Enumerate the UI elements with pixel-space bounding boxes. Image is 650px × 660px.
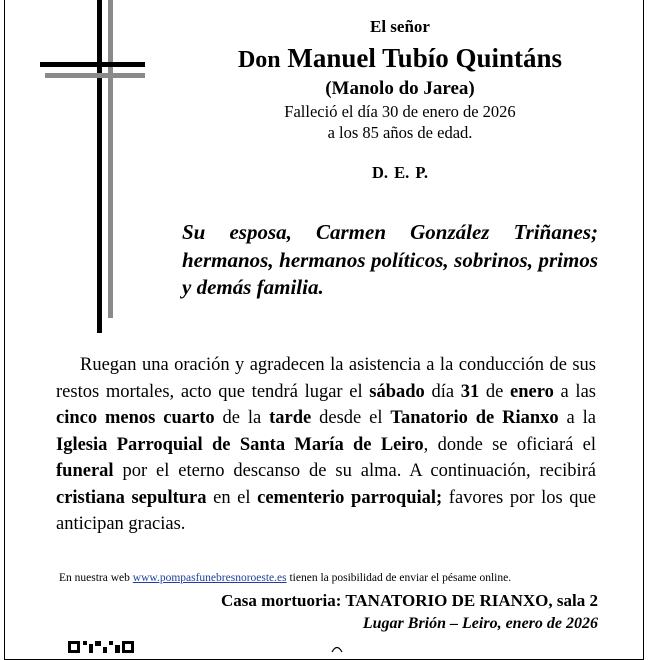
website-link[interactable]: www.pompasfunebresnoroeste.es — [132, 572, 287, 584]
deceased-name — [200, 41, 600, 77]
announcement-bold: cementerio parroquial; — [257, 487, 443, 508]
nickname: (Manolo do Jarea) — [325, 78, 475, 99]
announcement-text: por el eterno descanso de su alma. A continuación, recibirá — [113, 461, 596, 481]
announcement-bold: Iglesia Parroquial de Santa María de Leiro — [56, 434, 424, 455]
announcement-text: Ruegan una oración y agradecen la asistencia a la conducción de sus restos mortales, acto que tendrá lugar el — [56, 355, 596, 402]
cross-horizontal-grey — [45, 73, 145, 78]
announcement-bold: enero — [510, 381, 554, 402]
web-note-text: tienen la posibilidad de enviar el pésame online. — [286, 572, 512, 584]
web-condolence-note — [59, 571, 619, 585]
service-announcement — [56, 352, 596, 538]
announcement-bold: cinco menos cuarto — [56, 408, 215, 428]
cross-horizontal-black — [40, 62, 145, 67]
announcement-text: de la — [214, 408, 270, 428]
announcement-text: a las — [553, 381, 596, 402]
cross-vertical-black — [97, 0, 102, 333]
age: a los 85 años de edad. — [327, 123, 473, 142]
place-and-date: Lugar Brión – Leiro, enero de 2026 — [362, 615, 598, 632]
deceased-header — [200, 16, 600, 183]
announcement-bold: cristiana sepultura — [56, 487, 207, 508]
announcement-text: a la — [558, 408, 596, 428]
mortuary-location: Casa mortuoria: TANATORIO DE RIANXO, sala 2 — [220, 591, 598, 610]
cross-vertical-grey — [108, 0, 113, 318]
qr-code-icon — [68, 641, 134, 653]
announcement-bold: funeral — [56, 461, 114, 481]
announcement-text: desde el — [311, 408, 391, 428]
announcement-text: , donde se oficiará el — [423, 434, 596, 455]
announcement-text: de — [479, 381, 511, 402]
announcement-bold: tarde — [269, 408, 312, 428]
cross-icon — [40, 0, 150, 340]
announcement-bold: 31 — [460, 381, 480, 402]
announcement-text: día — [424, 381, 461, 402]
name-prefix: Don — [237, 47, 281, 73]
web-note-text: En nuestra web — [59, 572, 133, 584]
full-name: Manuel Tubío Quintáns — [287, 43, 563, 73]
announcement-bold: sábado — [369, 381, 425, 402]
announcement-bold: Tanatorio de Rianxo — [390, 408, 559, 428]
death-date: Falleció el día 30 de enero de 2026 — [284, 102, 516, 121]
announcement-text: favores por los que anticipan gracias. — [56, 487, 597, 534]
rip-text: D. E. P. — [371, 163, 429, 182]
logo-mark-icon — [330, 643, 344, 653]
announcement-text: en el — [206, 487, 258, 508]
intro-text: El señor — [370, 17, 430, 36]
family-mourners: Su esposa, Carmen González Triñanes; hermanos, hermanos políticos, sobrinos, primos y demás familia. — [182, 220, 598, 299]
